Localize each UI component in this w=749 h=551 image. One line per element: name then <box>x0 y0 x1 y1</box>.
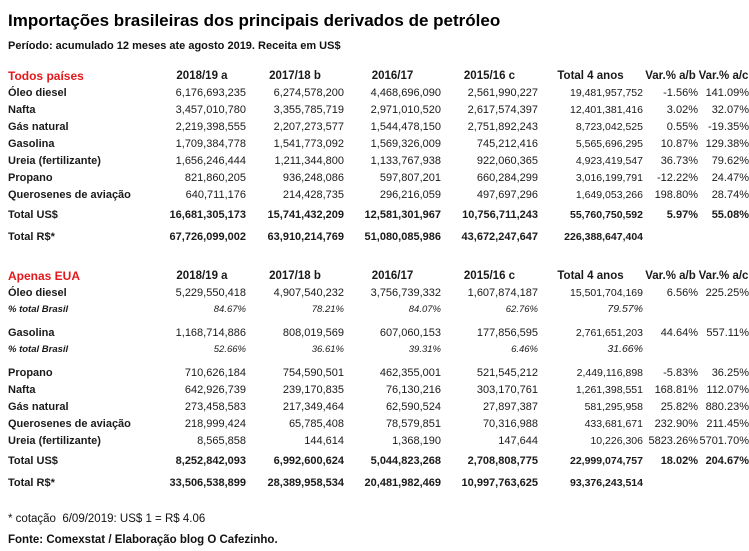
cell: 597,807,201 <box>379 172 441 184</box>
table-row <box>8 153 749 170</box>
cell: 27,897,387 <box>482 401 538 413</box>
cell: 2,617,574,397 <box>467 104 538 116</box>
cell: 12,581,301,967 <box>364 209 441 221</box>
cell: 8,723,042,525 <box>575 121 643 133</box>
column-header: 2016/17 <box>371 69 414 82</box>
cell: 1,168,714,886 <box>175 327 246 339</box>
cell: 1,709,384,778 <box>175 138 246 150</box>
cell: 62.76% <box>505 304 538 315</box>
table-row <box>8 365 749 382</box>
column-header: 2015/16 c <box>463 69 516 82</box>
cell: 640,711,176 <box>185 189 246 201</box>
row-label: Total US$ <box>8 209 58 221</box>
row-label: Propano <box>8 367 53 379</box>
cell: 808,019,569 <box>282 327 344 339</box>
cell: -12.22% <box>657 172 698 184</box>
row-label: Propano <box>8 172 53 184</box>
cell: 198.80% <box>654 189 698 201</box>
cell: 24.47% <box>711 172 749 184</box>
cell: 880.23% <box>705 401 749 413</box>
cell: 6.46% <box>511 344 538 355</box>
cell: 177,856,595 <box>476 327 538 339</box>
column-header: 2017/18 b <box>269 69 321 82</box>
cell: 63,910,214,769 <box>267 231 344 243</box>
cell: 2,708,808,775 <box>467 455 538 467</box>
table-row <box>8 342 749 365</box>
cell: 31.66% <box>607 343 643 355</box>
cell: 55.08% <box>711 209 749 221</box>
table-todos-paises <box>8 67 749 248</box>
cell: 33,506,538,899 <box>169 477 246 489</box>
row-label: Total R$* <box>8 477 55 489</box>
cell: 39.31% <box>408 344 441 355</box>
cell: 5,565,696,295 <box>575 138 643 150</box>
cell: 4,923,419,547 <box>575 155 643 167</box>
table-row <box>8 450 749 472</box>
table-row <box>8 325 749 342</box>
cell: 1,544,478,150 <box>370 121 441 133</box>
cell: 144,614 <box>304 435 344 447</box>
cell: 433,681,671 <box>584 418 643 430</box>
row-label: % total Brasil <box>8 304 69 315</box>
cell <box>643 342 698 365</box>
cell: 214,428,735 <box>282 189 344 201</box>
row-label: Ureia (fertilizante) <box>8 155 101 167</box>
cell: 36.25% <box>711 367 749 379</box>
cell: 10.87% <box>660 138 698 150</box>
cell: 78.21% <box>311 304 344 315</box>
row-label: Total US$ <box>8 455 58 467</box>
column-header: 2018/19 a <box>176 269 228 282</box>
cell: 79.62% <box>711 155 749 167</box>
cell: 1,368,190 <box>392 435 441 447</box>
cell: 2,761,651,203 <box>575 327 643 339</box>
column-header: Var.% a/c <box>698 69 749 82</box>
cell: 6,992,600,624 <box>273 455 344 467</box>
cell: 1,569,326,009 <box>370 138 441 150</box>
cell: 15,741,432,209 <box>267 209 344 221</box>
cell: 3,016,199,791 <box>575 172 643 184</box>
cell: 25.82% <box>660 401 698 413</box>
cell: 303,170,761 <box>476 384 538 396</box>
page-title: Importações brasileiras dos principais derivados de petróleo <box>8 11 501 30</box>
cell: 18.02% <box>660 455 698 467</box>
cell: 581,295,958 <box>584 401 643 413</box>
cell: 12,401,381,416 <box>570 104 643 116</box>
table-row <box>8 102 749 119</box>
cell: 6,274,578,200 <box>273 87 344 99</box>
cell: 232.90% <box>654 418 698 430</box>
table-row <box>8 285 749 302</box>
table-row <box>8 382 749 399</box>
table-row <box>8 170 749 187</box>
row-label: Óleo diesel <box>8 87 67 99</box>
cell: 660,284,299 <box>476 172 538 184</box>
cell: 52.66% <box>213 344 246 355</box>
cell: 607,060,153 <box>379 327 441 339</box>
cell: 93,376,243,514 <box>570 477 643 489</box>
table-row <box>8 119 749 136</box>
cell <box>643 302 698 325</box>
cell: 6,176,693,235 <box>175 87 246 99</box>
cell: 28,389,958,534 <box>267 477 344 489</box>
row-label: Nafta <box>8 384 36 396</box>
cell: 2,561,990,227 <box>467 87 538 99</box>
cell: 6.56% <box>666 287 698 299</box>
cell: 226,388,647,404 <box>564 231 643 243</box>
cell: 1,607,874,187 <box>467 287 538 299</box>
cell: 217,349,464 <box>282 401 344 413</box>
cell: 0.55% <box>666 121 698 133</box>
section-label: Apenas EUA <box>8 268 81 283</box>
cell: 239,170,835 <box>282 384 344 396</box>
cell: 936,248,086 <box>282 172 344 184</box>
cell: 65,785,408 <box>288 418 344 430</box>
row-label: Gasolina <box>8 138 55 150</box>
table-apenas-eua <box>8 267 749 494</box>
cell: 4,907,540,232 <box>273 287 344 299</box>
cell: 10,997,763,625 <box>461 477 538 489</box>
column-header: 2018/19 a <box>176 69 228 82</box>
cell: 1,541,773,092 <box>273 138 344 150</box>
cell: 2,449,116,898 <box>576 367 643 379</box>
column-header: Total 4 anos <box>557 69 624 82</box>
cell: 112.07% <box>706 384 749 396</box>
cell: 2,751,892,243 <box>467 121 538 133</box>
cell: 62,590,524 <box>385 401 441 413</box>
cell: 55,760,750,592 <box>570 209 643 221</box>
page-subtitle: Período: acumulado 12 meses ate agosto 2019. Receita em US$ <box>8 40 341 52</box>
cell: 78,579,851 <box>385 418 441 430</box>
row-label: Querosenes de aviação <box>8 418 131 430</box>
cell: 204.67% <box>705 455 749 467</box>
cell: 32.07% <box>711 104 749 116</box>
row-label: Gás natural <box>8 121 69 133</box>
cell: 20,481,982,469 <box>364 477 441 489</box>
cell: 2,219,398,555 <box>175 121 246 133</box>
cell: 5823.26% <box>648 435 698 447</box>
cell: 5,044,823,268 <box>370 455 441 467</box>
exchange-rate-note: * cotação 6/09/2019: US$ 1 = R$ 4.06 <box>8 513 206 525</box>
table-row <box>8 187 749 204</box>
cell: -5.83% <box>663 367 698 379</box>
cell: 3.02% <box>666 104 698 116</box>
row-label: Gás natural <box>8 401 69 413</box>
cell <box>698 226 749 248</box>
table-row <box>8 399 749 416</box>
cell: 497,697,296 <box>476 189 538 201</box>
cell: 2,207,273,577 <box>273 121 344 133</box>
table-row <box>8 416 749 433</box>
cell: 821,860,205 <box>184 172 246 184</box>
column-header: 2015/16 c <box>463 269 516 282</box>
cell: 129.38% <box>705 138 749 150</box>
cell: 1,656,246,444 <box>175 155 246 167</box>
cell: 22,999,074,757 <box>570 455 643 467</box>
cell: 8,565,858 <box>197 435 246 447</box>
cell <box>698 302 749 325</box>
cell: 43,672,247,647 <box>461 231 538 243</box>
row-label: Ureia (fertilizante) <box>8 435 101 447</box>
cell: 1,133,767,938 <box>370 155 441 167</box>
column-header: Var.% a/c <box>698 269 749 282</box>
cell: 745,212,416 <box>476 138 538 150</box>
row-label: Querosenes de aviação <box>8 189 131 201</box>
cell: 168.81% <box>654 384 698 396</box>
header-row <box>8 267 749 285</box>
table-row <box>8 472 749 494</box>
cell: 28.74% <box>711 189 749 201</box>
cell: 462,355,001 <box>379 367 441 379</box>
row-label: Total R$* <box>8 231 55 243</box>
cell: 218,999,424 <box>184 418 246 430</box>
cell <box>698 342 749 365</box>
column-header: Total 4 anos <box>557 269 624 282</box>
cell: 273,458,583 <box>184 401 246 413</box>
cell <box>643 226 698 248</box>
cell: 4,468,696,090 <box>370 87 441 99</box>
table-row <box>8 204 749 226</box>
table-row <box>8 226 749 248</box>
row-label: Nafta <box>8 104 36 116</box>
cell: 67,726,099,002 <box>169 231 246 243</box>
section-label: Todos países <box>8 68 84 83</box>
cell: 1,211,344,800 <box>274 155 344 167</box>
table-row <box>8 136 749 153</box>
cell: 3,457,010,780 <box>175 104 246 116</box>
cell: 8,252,842,093 <box>175 455 246 467</box>
cell: 79.57% <box>607 303 643 315</box>
cell: 10,226,306 <box>590 435 643 447</box>
cell: 1,649,053,266 <box>575 189 643 201</box>
column-header: Var.% a/b <box>645 69 696 82</box>
cell: -1.56% <box>663 87 698 99</box>
cell: 15,501,704,169 <box>570 287 643 299</box>
cell: 211.45% <box>706 418 749 430</box>
table-row <box>8 433 749 450</box>
cell: 557.11% <box>706 327 749 339</box>
cell: 1,261,398,551 <box>575 384 643 396</box>
cell: 147,644 <box>498 435 538 447</box>
cell <box>698 472 749 494</box>
cell <box>643 472 698 494</box>
table-row <box>8 302 749 325</box>
column-header: 2017/18 b <box>269 269 321 282</box>
row-label: % total Brasil <box>8 344 69 355</box>
cell: 710,626,184 <box>184 367 246 379</box>
cell: 84.07% <box>408 304 441 315</box>
header-row <box>8 67 749 85</box>
table-row <box>8 85 749 102</box>
column-header: 2016/17 <box>371 269 414 282</box>
cell: 70,316,988 <box>482 418 538 430</box>
cell: 3,355,785,719 <box>273 104 344 116</box>
footnotes <box>8 509 749 551</box>
row-label: Óleo diesel <box>8 287 67 299</box>
cell: 84.67% <box>213 304 246 315</box>
cell: 44.64% <box>660 327 698 339</box>
row-label: Gasolina <box>8 327 55 339</box>
cell: 2,971,010,520 <box>370 104 441 116</box>
cell: 16,681,305,173 <box>169 209 246 221</box>
cell: -19.35% <box>708 121 749 133</box>
cell: 36.61% <box>311 344 344 355</box>
cell: 19,481,957,752 <box>570 87 643 99</box>
cell: 225.25% <box>705 287 749 299</box>
cell: 5701.70% <box>699 435 749 447</box>
cell: 141.09% <box>705 87 749 99</box>
cell: 76,130,216 <box>385 384 441 396</box>
cell: 296,216,059 <box>379 189 441 201</box>
cell: 922,060,365 <box>476 155 538 167</box>
cell: 36.73% <box>660 155 698 167</box>
cell: 51,080,085,986 <box>364 231 441 243</box>
column-header: Var.% a/b <box>645 269 696 282</box>
cell: 5.97% <box>666 209 698 221</box>
cell: 754,590,501 <box>282 367 344 379</box>
cell: 3,756,739,332 <box>370 287 441 299</box>
cell: 521,545,212 <box>476 367 538 379</box>
cell: 642,926,739 <box>184 384 246 396</box>
cell: 10,756,711,243 <box>462 209 538 221</box>
source-note: Fonte: Comexstat / Elaboração blog O Cafezinho. <box>8 534 278 546</box>
cell: 5,229,550,418 <box>175 287 246 299</box>
